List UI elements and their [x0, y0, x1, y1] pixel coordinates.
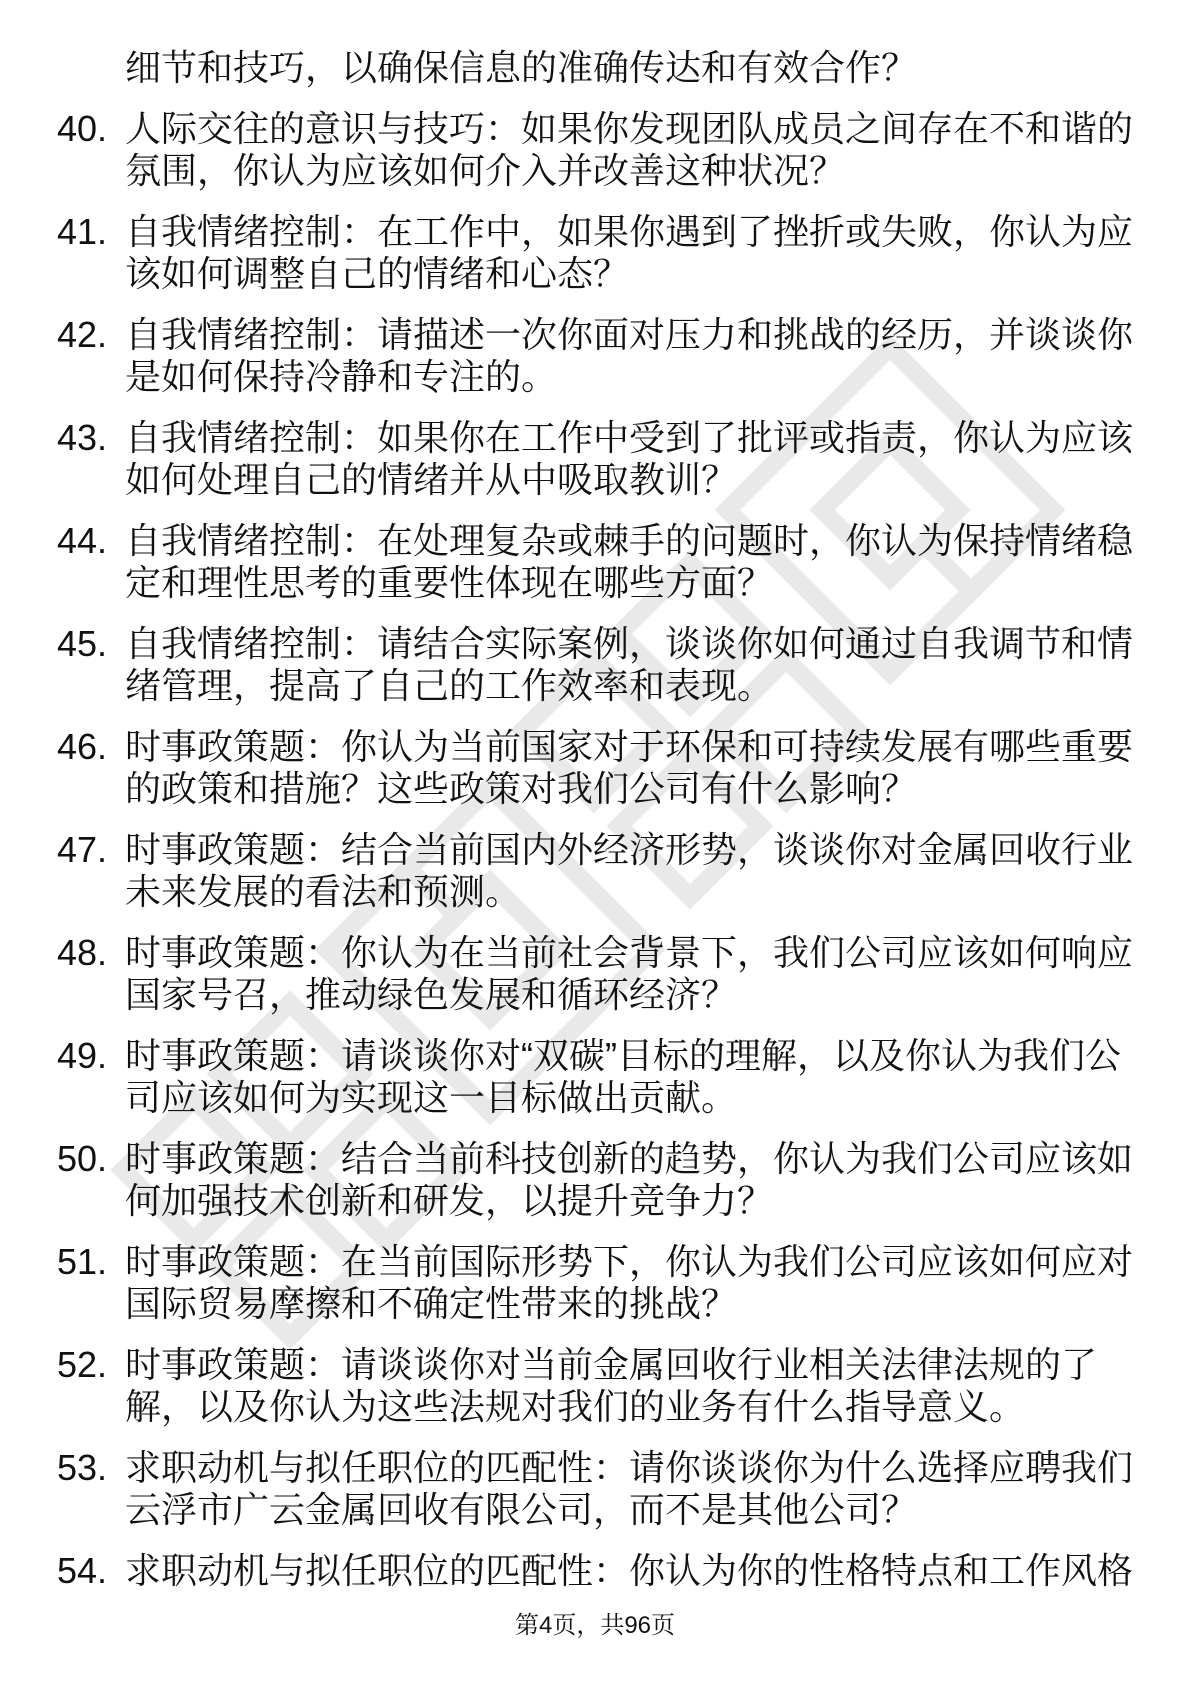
question-number: 45.: [57, 623, 108, 664]
question-list: [0, 108, 1190, 1592]
question-item: [0, 520, 1190, 604]
question-text: 时事政策题：请谈谈你对当前金属回收行业相关法律法规的了解，以及你认为这些法规对我们的业务有什么指导意义。: [125, 1344, 1098, 1427]
question-number: 49.: [57, 1035, 108, 1076]
page-number-footer: 第4页，共96页: [514, 1612, 676, 1639]
question-item: [0, 932, 1190, 1016]
question-text: 求职动机与拟任职位的匹配性：你认为你的性格特点和工作风格: [125, 1550, 1134, 1591]
question-number: 40.: [57, 108, 108, 149]
question-continuation-text: 细节和技巧，以确保信息的准确传达和有效合作？: [125, 47, 918, 88]
question-item: [0, 417, 1190, 501]
question-number: 54.: [57, 1550, 108, 1591]
question-number: 47.: [57, 829, 108, 870]
question-item: [0, 1550, 1190, 1592]
question-item: [0, 623, 1190, 707]
question-number: 50.: [57, 1138, 108, 1179]
question-item: [0, 1344, 1190, 1428]
question-text: 自我情绪控制：在处理复杂或棘手的问题时，你认为保持情绪稳定和理性思考的重要性体现在哪些方面？: [125, 520, 1134, 603]
question-number: 53.: [57, 1447, 108, 1488]
question-item: [0, 726, 1190, 810]
question-number: 41.: [57, 211, 108, 252]
question-text: 时事政策题：结合当前科技创新的趋势，你认为我们公司应该如何加强技术创新和研发，以提升竞争力？: [125, 1138, 1134, 1221]
question-item: [0, 1138, 1190, 1222]
question-text: 自我情绪控制：请描述一次你面对压力和挑战的经历，并谈谈你是如何保持冷静和专注的。: [125, 314, 1134, 397]
question-text: 时事政策题：你认为当前国家对于环保和可持续发展有哪些重要的政策和措施？这些政策对我们公司有什么影响？: [125, 726, 1134, 809]
question-text: 时事政策题：结合当前国内外经济形势，谈谈你对金属回收行业未来发展的看法和预测。: [125, 829, 1134, 912]
question-number: 52.: [57, 1344, 108, 1385]
question-item: [0, 1241, 1190, 1325]
question-number: 43.: [57, 417, 108, 458]
question-item: [0, 108, 1190, 192]
question-number: 42.: [57, 314, 108, 355]
question-number: 51.: [57, 1241, 108, 1282]
question-text: 时事政策题：在当前国际形势下，你认为我们公司应该如何应对国际贸易摩擦和不确定性带来的挑战？: [125, 1241, 1134, 1324]
question-text: 自我情绪控制：如果你在工作中受到了批评或指责，你认为应该如何处理自己的情绪并从中吸取教训？: [125, 417, 1134, 500]
question-item: [0, 829, 1190, 913]
question-text: 时事政策题：请谈谈你对“双碳”目标的理解，以及你认为我们公司应该如何为实现这一目标做出贡献。: [125, 1035, 1121, 1118]
question-text: 人际交往的意识与技巧：如果你发现团队成员之间存在不和谐的氛围，你认为应该如何介入并改善这种状况？: [125, 108, 1134, 191]
question-text: 时事政策题：你认为在当前社会背景下，我们公司应该如何响应国家号召，推动绿色发展和循环经济？: [125, 932, 1134, 1015]
question-text: 求职动机与拟任职位的匹配性：请你谈谈你为什么选择应聘我们云浮市广云金属回收有限公司，而不是其他公司？: [125, 1447, 1134, 1530]
question-number: 46.: [57, 726, 108, 767]
question-text: 自我情绪控制：在工作中，如果你遇到了挫折或失败，你认为应该如何调整自己的情绪和心态？: [125, 211, 1134, 294]
question-number: 48.: [57, 932, 108, 973]
question-text: 自我情绪控制：请结合实际案例，谈谈你如何通过自我调节和情绪管理，提高了自己的工作效率和表现。: [125, 623, 1134, 706]
question-number: 44.: [57, 520, 108, 561]
question-item: [0, 1447, 1190, 1531]
question-item: [0, 1035, 1190, 1119]
question-item: [0, 314, 1190, 398]
question-item: [0, 211, 1190, 295]
